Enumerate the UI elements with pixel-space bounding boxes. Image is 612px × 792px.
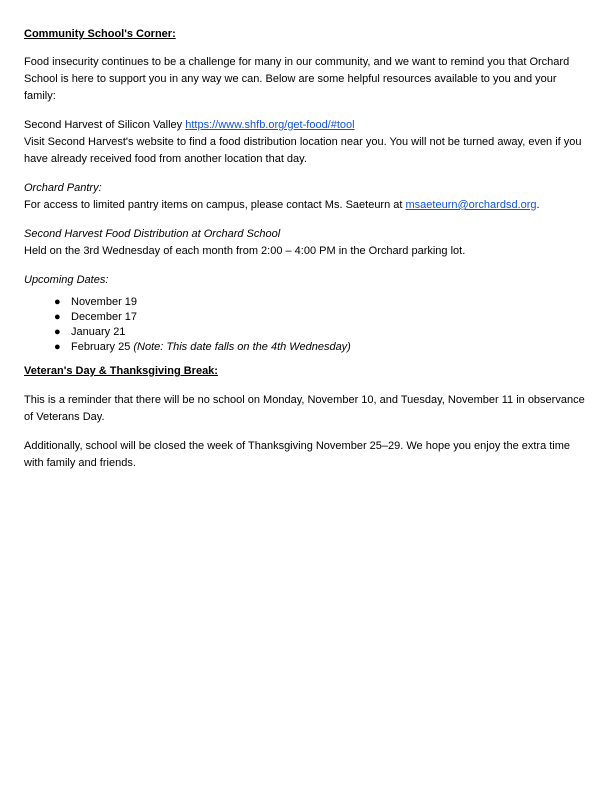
list-item xyxy=(54,295,590,310)
date-text: February 25 xyxy=(71,341,131,353)
bullet-icon: ● xyxy=(54,296,61,308)
bullet-icon: ● xyxy=(54,326,61,338)
document-page xyxy=(24,26,590,484)
date-text: November 19 xyxy=(71,296,138,308)
second-harvest-link[interactable]: https://www.shfb.org/get-food/#tool xyxy=(185,119,355,131)
list-item xyxy=(54,310,590,325)
bullet-icon: ● xyxy=(54,341,61,353)
list-item xyxy=(54,340,590,355)
veterans-day-paragraph: This is a reminder that there will be no school on Monday, November 10, and Tuesday, November 11 in observance of Veterans Day. xyxy=(24,394,585,423)
list-item xyxy=(54,325,590,340)
pantry-text-after: . xyxy=(536,199,540,211)
pantry-text xyxy=(24,197,590,214)
pantry-email-link[interactable]: msaeteurn@orchardsd.org xyxy=(405,199,537,211)
second-harvest-block xyxy=(24,117,590,168)
second-harvest-description: Visit Second Harvest's website to find a food distribution location near you. You will not be turned away, even if you have already received food from another location that day. xyxy=(24,136,582,165)
distribution-text: Held on the 3rd Wednesday of each month from 2:00 – 4:00 PM in the Orchard parking lot. xyxy=(24,245,466,257)
distribution-title: Second Harvest Food Distribution at Orchard School xyxy=(24,228,281,240)
intro-paragraph: Food insecurity continues to be a challenge for many in our community, and we want to remind you that Orchard School is here to support you in any way we can. Below are some helpful resources available to you and your family: xyxy=(24,56,570,102)
upcoming-dates-title: Upcoming Dates: xyxy=(24,274,109,286)
upcoming-dates-list xyxy=(24,295,590,355)
second-harvest-label: Second Harvest of Silicon Valley xyxy=(24,119,186,131)
distribution-block xyxy=(24,226,590,260)
pantry-text-before: For access to limited pantry items on campus, please contact Ms. Saeteurn at xyxy=(24,199,406,211)
orchard-pantry-block xyxy=(24,180,590,214)
veterans-thanksgiving-heading: Veteran's Day & Thanksgiving Break: xyxy=(24,365,218,377)
date-note: (Note: This date falls on the 4th Wednesday) xyxy=(133,341,351,353)
second-harvest-line xyxy=(24,117,590,134)
thanksgiving-paragraph: Additionally, school will be closed the week of Thanksgiving November 25–29. We hope you enjoy the extra time with family and friends. xyxy=(24,440,571,469)
bullet-icon: ● xyxy=(54,311,61,323)
date-text: January 21 xyxy=(71,326,126,338)
pantry-title: Orchard Pantry: xyxy=(24,182,102,194)
date-text: December 17 xyxy=(71,311,138,323)
upcoming-dates-block xyxy=(24,272,590,355)
community-corner-heading: Community School's Corner: xyxy=(24,28,176,40)
